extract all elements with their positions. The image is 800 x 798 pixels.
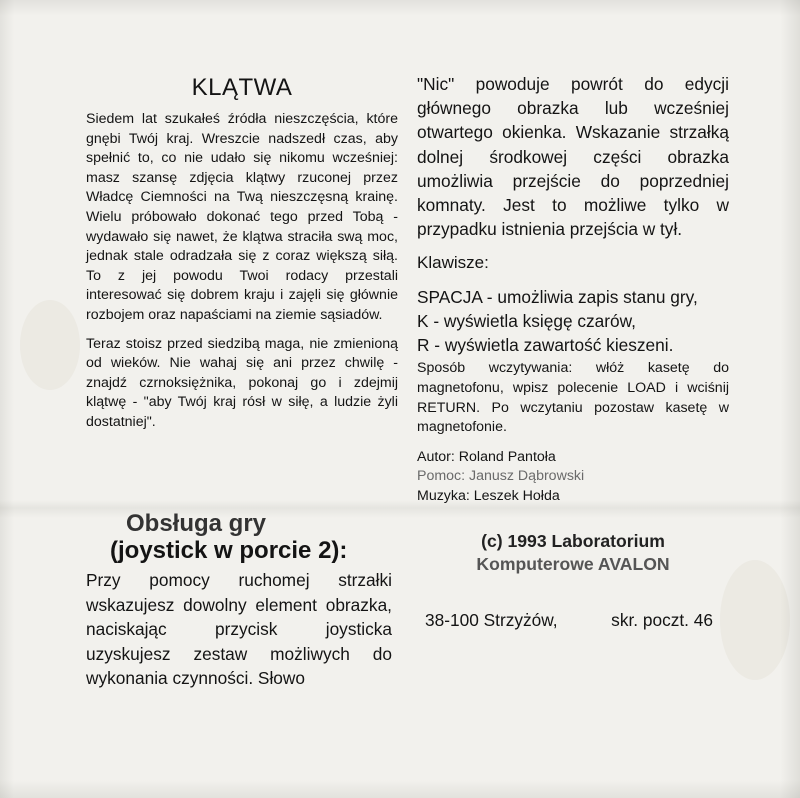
controls-section bbox=[86, 510, 392, 691]
address bbox=[417, 610, 729, 631]
paper-stain bbox=[720, 560, 790, 680]
credit-music: Muzyka: Leszek Hołda bbox=[417, 487, 560, 504]
credits bbox=[417, 448, 729, 506]
copyright-line2: Komputerowe AVALON bbox=[476, 554, 670, 575]
credit-help: Pomoc: Janusz Dąbrowski bbox=[417, 468, 585, 485]
paper-stain bbox=[20, 300, 80, 390]
controls-heading bbox=[86, 510, 392, 564]
key-list bbox=[417, 285, 729, 357]
copyright-line1: (c) 1993 Laboratorium bbox=[481, 531, 665, 552]
controls-paragraph: Przy pomocy ruchomej strzałki wskazujesz dowolny element obrazka, naciskając przycisk joysticka uzyskujesz zestaw możliwych do wykonania czynności. Słowo bbox=[86, 570, 392, 689]
key-k: K - wyświetla księgę czarów, bbox=[417, 311, 636, 332]
intro-paragraph: Siedem lat szukałeś źródła nieszczęścia, które gnębi Twój kraj. Wreszcie nadszedł czas, aby spełnić to, co nie udało się nikomu wcześniej: masz szansę zdjęcia klątwy rzuconej przez Władcę Ciemności na Twą nieszczęsną krainę. Wielu próbowało dokonać tego przed Tobą - wydawało się nawet, że klątwa straciła swą moc, jednak stale odradzała się z coraz większą siłą. To z jej powodu Twoi rodacy przestali interesować się dobrem kraju i zajęli się głównie rozbojem oraz napaściami na ziemie sąsiadów. bbox=[86, 111, 398, 323]
page-title: KLĄTWA bbox=[191, 74, 293, 101]
left-column bbox=[86, 72, 398, 433]
controls-heading-line2: (joystick w porcie 2): bbox=[110, 537, 348, 564]
key-r: R - wyświetla zawartość kieszeni. bbox=[417, 335, 674, 356]
continuation-paragraph: "Nic" powoduje powrót do edycji głównego obrazka lub wcześniej otwartego okienka. Wskazanie strzałką dolnej środkowej części obrazka umożliwia przejście do poprzedniej komnaty. Jest to możliwe tylko w przypadku istnienia przejścia w tył. bbox=[417, 74, 729, 240]
address-city: 38-100 Strzyżów, bbox=[425, 610, 558, 631]
credit-author: Autor: Roland Pantoła bbox=[417, 448, 556, 465]
right-column bbox=[417, 72, 729, 631]
copyright-block bbox=[417, 530, 729, 576]
loading-instructions: Sposób wczytywania: włóż kasetę do magnetofonu, wpisz polecenie LOAD i wciśnij RETURN. Po wczytaniu pozostaw kasetę w magnetofonie. bbox=[417, 360, 729, 436]
controls-heading-line1: Obsługa gry bbox=[126, 510, 267, 537]
address-pobox: skr. poczt. 46 bbox=[611, 610, 713, 631]
keys-label: Klawisze: bbox=[417, 253, 489, 273]
key-space: SPACJA - umożliwia zapis stanu gry, bbox=[417, 287, 698, 308]
story-paragraph: Teraz stoisz przed siedzibą maga, nie zmienioną od wieków. Nie wahaj się ani przez chwilę - znajdź czrnoksiężnika, pokonaj go i zdejmij klątwę - "aby Twój kraj rósł w siłę, a ludzie żyli dostatniej". bbox=[86, 335, 398, 430]
